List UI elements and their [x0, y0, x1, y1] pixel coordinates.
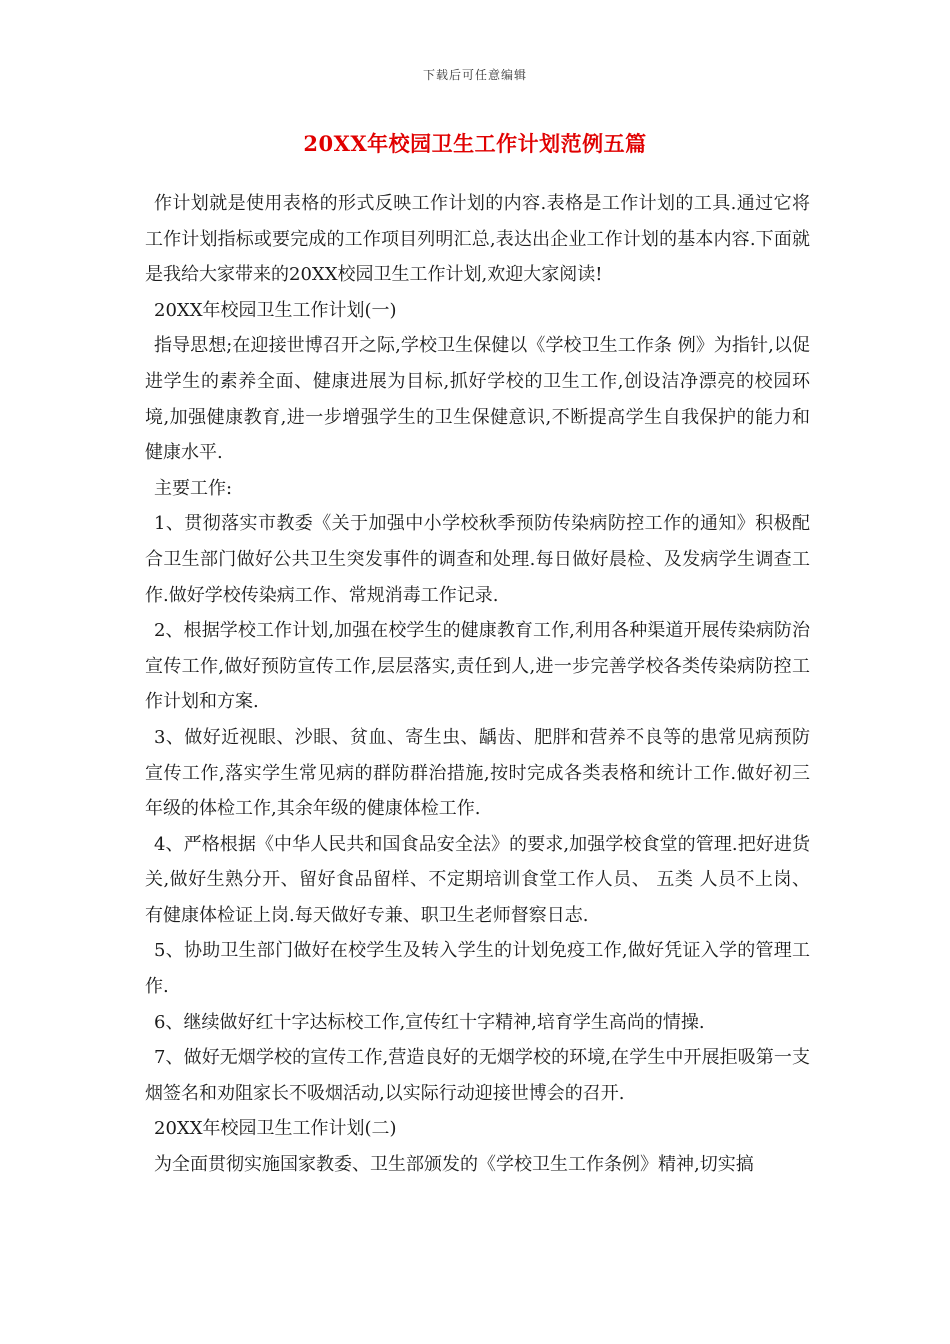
work-item-6: 6、继续做好红十字达标校工作,宣传红十字精神,培育学生高尚的情操. — [154, 1011, 705, 1033]
document-body — [145, 186, 810, 1183]
work-item-3: 3、做好近视眼、沙眼、贫血、寄生虫、龋齿、肥胖和营养不良等的患常见病预防宣传工作,落实学生常见病的群防群治措施,按时完成各类表格和统计工作.做好初三年级的体检工作,其余年级的健康体检工作. — [145, 726, 810, 820]
plan-two-intro-paragraph: 为全面贯彻实施国家教委、卫生部颁发的《学校卫生工作条例》精神,切实搞 — [154, 1154, 754, 1176]
header-note: 下载后可任意编辑 — [422, 68, 527, 82]
document-title: 20XX年校园卫生工作计划范例五篇 — [303, 131, 647, 156]
work-item-4: 4、严格根据《中华人民共和国食品安全法》的要求,加强学校食堂的管理.把好进货关,做好生熟分开、留好食品留样、不定期培训食堂工作人员、 五类 人员不上岗、有健康体检证上岗.每天做好专兼、职卫生老师督察日志. — [145, 833, 810, 926]
guiding-thought-paragraph: 指导思想;在迎接世博召开之际,学校卫生保健以《学校卫生工作条 例》为指针,以促进学生的素养全面、健康进展为目标,抓好学校的卫生工作,创设洁净漂亮的校园环境,加强健康教育,进一步增强学生的卫生保健意识,不断提高学生自我保护的能力和健康水平. — [145, 335, 810, 464]
section-heading-plan-two: 20XX年校园卫生工作计划(二) — [154, 1118, 397, 1140]
work-item-2: 2、根据学校工作计划,加强在校学生的健康教育工作,利用各种渠道开展传染病防治宣传工作,做好预防宣传工作,层层落实,责任到人,进一步完善学校各类传染病防控工作计划和方案. — [145, 620, 810, 713]
main-work-heading: 主要工作: — [154, 477, 233, 499]
work-item-5: 5、协助卫生部门做好在校学生及转入学生的计划免疫工作,做好凭证入学的管理工作. — [145, 940, 810, 998]
work-item-7: 7、做好无烟学校的宣传工作,营造良好的无烟学校的环境,在学生中开展拒吸第一支烟签名和劝阻家长不吸烟活动,以实际行动迎接世博会的召开. — [145, 1047, 810, 1104]
intro-paragraph: 作计划就是使用表格的形式反映工作计划的内容.表格是工作计划的工具.通过它将工作计划指标或要完成的工作项目列明汇总,表达出企业工作计划的基本内容.下面就是我给大家带来的20XX校园卫生工作计划,欢迎大家阅读! — [145, 193, 810, 286]
section-heading-plan-one: 20XX年校园卫生工作计划(一) — [154, 299, 397, 321]
work-item-1: 1、贯彻落实市教委《关于加强中小学校秋季预防传染病防控工作的通知》积极配合卫生部门做好公共卫生突发事件的调查和处理.每日做好晨检、及发病学生调查工作.做好学校传染病工作、常规消毒工作记录. — [145, 513, 810, 606]
